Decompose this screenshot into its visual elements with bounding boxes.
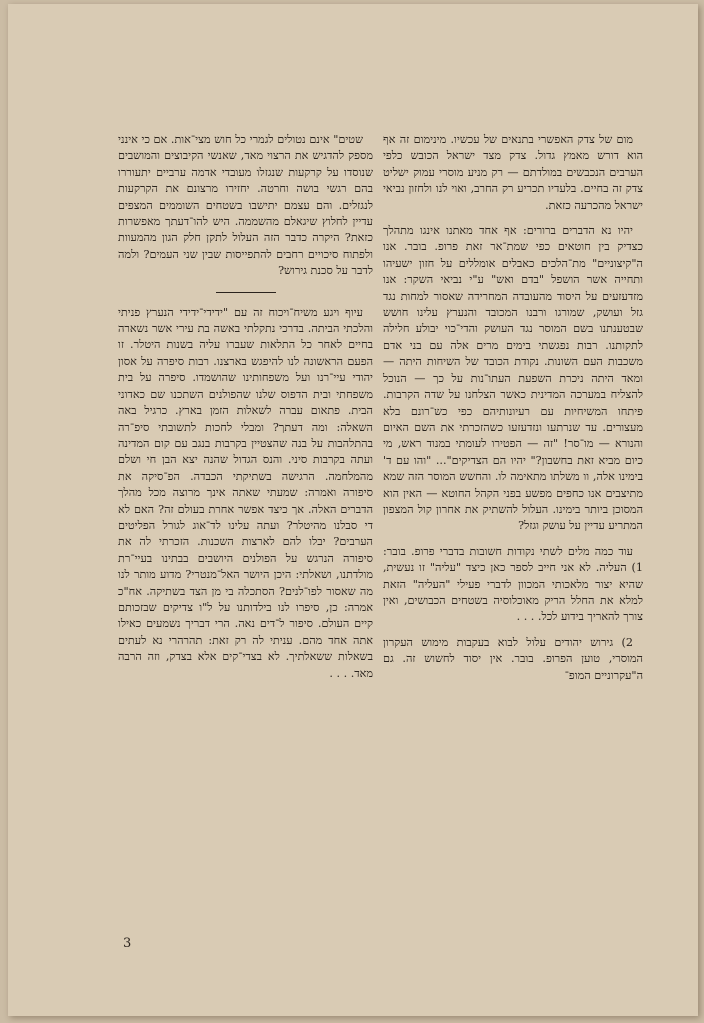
paragraph: עיוף ויגע משיח־ויכוח זה עם "ידידי־ידידי הנערץ פניתי והלכתי הביתה. בדרכי נתקלתי באשה בת עירי אשר נשארה בחיים לאחר כל התלאות שעברו עליה בשנות היטלר. זו הפעם הראשונה לנו להיפגש בארצנו. רבות סיפרה על אסון יהודי עיי־רנו ועל משפחותינו שהושמדו. סיפרה על בית משפחתי ובית הדפוס שלנו שהפולנים השתכנו שם כאדוני הבית. פתאום עברה לשאלות הזמן בארץ. כרגיל באה השאלה: ומה דעתך? ומבלי לחכות לתשובתי סיפ־רה בהתלהבות על בנה שהצטיין בקרבות בנגב עם קום המדינה ועתה בקרבות סיני. והנס הגדול שהנה יצא הבן חי ושלם מהמלחמה. הרגישה בשתיקתי הכבדה. הפ־סיקה את סיפורה ואמרה: שמעתי שאתה אינך מרוצה מכל מהלך הדברים האלה. אך כיצד אפשר אחרת בעולם זה? האם לא די סבלנו מהיטלר? ועתה עלינו לד־אוג לגורל הפליטים הערבים? יבלו להם לארצות השכנות. הזכרתי לה את סיפורה הנרגש על הפולנים היושבים בבתינו בעיי־רת מולדתנו, ושאלתי: היכן היושר האל־מנטרי? מדוע מותר לנו מה שאסור לפו־לנים? הסתכלה בי מן הצד בשתיקה. אח"כ אמרה: כן, סיפרו לנו בילדותנו על ל"ו צדיקים שבזכותם קיים העולם. סיפור ל־דים נאה. הרי דבריך נשמעים כאילו אתה אחד מהם. עניתי לה רק זאת: תהרהרי נא לעתים בשאלות ששאלתיך. לא בצדי־קים אלא בצדק, וזה הרבה מאד. . . . (118, 305, 373, 680)
paragraph: 2) גירוש יהודים עלול לבוא בעקבות מימוש העקרון המוסרי, טוען הפרופ. בובר. אין יסוד לחשוש זה. גם ה"עקרוניים המופ־ (383, 635, 643, 682)
paragraph: שטים" אינם נטולים לגמרי כל חוש מצי־אות. אם כי אינני מספק להדגיש את הרצוי מאד, שאנשי הקיבוצים והמושבים שנוסדו על קרקעות שנגזלו מעובדי אדמה ערביים יתעוררו בהם רגשי בושה וחרטה. יחזירו מרצונם את הקרקעות לנגזלים. והם עצמם יתישבו בשטחים השוממים המצפים עדיין לחלוץ שיגאלם מהשממה. היש להו־דעתך מאפשרות כזאת? היקרה כדבר הזה העלול לתקן חלק הגון מהמעוות ולפתוח סיכויים רחבים להתפייסות שבין שני העמים? ולמה לדבר על סכנת גירוש? (118, 133, 373, 278)
paragraph: עוד כמה מלים לשתי נקודות חשובות בדברי פרופ. בובר: 1) העליה. לא אני חייב לספר כאן כיצד "עליה" זו נעשית, שהיא יצור מלאכותי המכוון לדברי פעילי "העליה" הזאת למלא את החלל הריק מאוכלוסיה בשטחים הכבושים, ואין צורך להאריך בידוע לכל. . . . (383, 544, 643, 624)
document-page (8, 4, 698, 1016)
section-divider (216, 292, 276, 293)
right-text-column (383, 132, 643, 684)
page-number: 3 (123, 936, 132, 951)
paragraph: יהיו נא הדברים ברורים: אף אחד מאתנו אינגו מתהלך כצדיק בין חוטאים כפי שמת־אר זאת פרופ. בובר. אנו ה"קיצוניים" מת־הלכים כאבלים אומללים על חזון ישעיהו ותחייה אשר הושפל "בדם ואש" ע"י נביאי השקר: אנו מזדעזעים על היסוד מהעובדה המחרידה שאסור למחות נגד גזל ועושק, שמורגו ורבנו המכובד והנערץ עלינו חושש שבטענתנו בשם המוסר נגד העושק והדי־כוי יבולע חלילה לתקותנו. רבות נפגשתי בימים מרים אלה עם בני אדם משכבות העם השונות. נקודת הכובד של השיחות היתה — ומאד היתה ניכרת השפעת העתו־נות על כך — הנוכל להצליח במערכה המדינית כאשר הצלחנו על שדה הקרבות. פיתחו המשיחיות עם רעיונותיהם כפי כש־רונם בלא מעצורים. עד שנרתעו ונזדעזעו כשהזכרתי את השם האיום והנורא — מו־סר! "זה — הפטירו לעומתי במנוד ראש, מי כיום מביא זאת בחשבון?" יהיו הם הצדיקים"... "והו עם ד' בימינו אלה, וו משלתו מתאימה לו. והחשש המוסר הזה שמא מתיצבים אנו כחפים מפשע בפני הקהל החוטא — האין הוא המסוכן ביותר בימינו. העלול להשתיק את אחרון קול המצפון המתריע עדיין על עושק וגזל? (383, 224, 643, 533)
left-text-column (118, 132, 373, 682)
paragraph: מום של צדק האפשרי בתנאים של עכשיו. מינימום זה אף הוא דורש מאמץ גדול. צדק מצד ישראל הכובש כלפי הערבים הנכבשים במולדתם — רק מניע מוסרי עמוק ישליט צדק זה בחיים. בלעדיו תכריע רק החרב, ואוי לנו ולחזון נביאי ישראל מהכרעה כזאת. (383, 133, 643, 212)
